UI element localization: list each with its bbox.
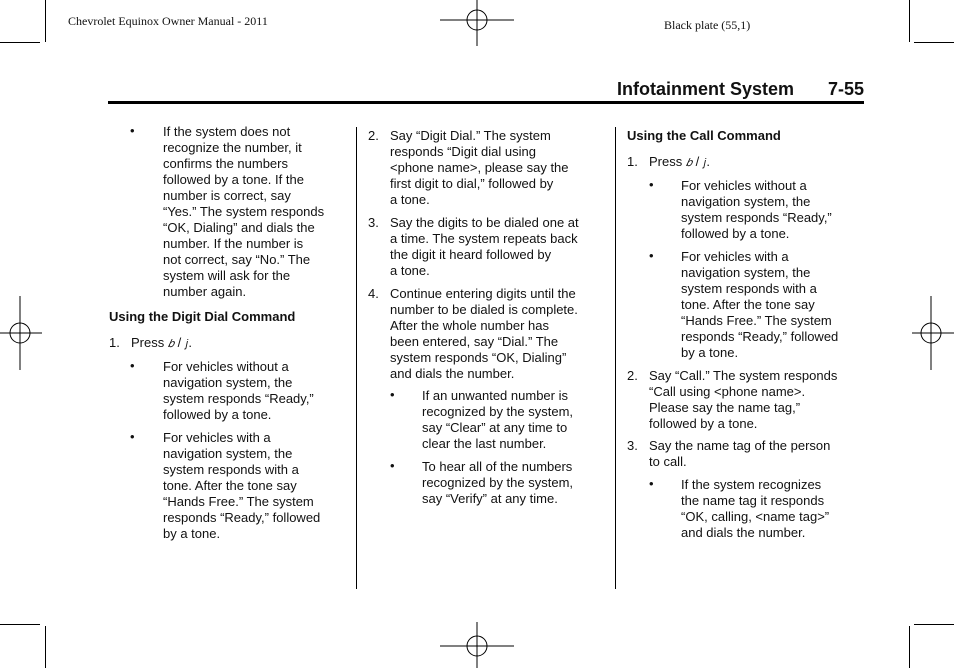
step-number: 3.: [368, 215, 379, 230]
text-line: recognized by the system,: [422, 404, 574, 419]
text-line: After the whole number has: [390, 318, 549, 333]
section-heading: Using the Digit Dial Command: [109, 309, 296, 324]
registration-mark: [440, 622, 514, 668]
text-line: If an unwanted number is: [422, 388, 568, 403]
text-line: navigation system, the: [681, 194, 811, 209]
bullet-icon: •: [390, 387, 395, 402]
step-number: 1.: [109, 335, 120, 350]
text-line: If the system recognizes: [681, 477, 822, 492]
text-line: Say the name tag of the person: [649, 438, 831, 453]
text-line: For vehicles without a: [163, 359, 289, 374]
slash: /: [177, 335, 182, 350]
step-number: 3.: [627, 438, 638, 453]
crop-mark: [909, 626, 910, 668]
text-line: system responds with a: [681, 281, 817, 296]
text-line: Say “Call.” The system responds: [649, 368, 838, 383]
section-heading: Using the Call Command: [627, 128, 781, 143]
text-line: followed by a tone.: [649, 416, 758, 431]
text-line: Say “Digit Dial.” The system: [390, 128, 551, 143]
text-line: confirms the numbers: [163, 156, 288, 171]
text-line: If the system does not: [163, 124, 291, 139]
phone-icon: 𝑏: [685, 156, 693, 169]
text-line: by a tone.: [681, 345, 739, 360]
text-line: Say the digits to be dialed one at: [390, 215, 579, 230]
bullet-icon: •: [130, 429, 135, 444]
slash: /: [695, 154, 700, 169]
text-line: navigation system, the: [163, 375, 293, 390]
text-line: the digit it heard followed by: [390, 247, 552, 262]
text-line: and dials the number.: [390, 366, 515, 381]
step-number: 2.: [627, 368, 638, 383]
crop-mark: [909, 0, 910, 42]
text-line: For vehicles with a: [163, 430, 271, 445]
paragraph: [649, 368, 837, 432]
text-line: followed by a tone.: [681, 226, 790, 241]
text-line: system responds “Ready,”: [163, 391, 314, 406]
text-press: Press: [649, 154, 683, 169]
text-press: Press: [131, 335, 165, 350]
text-line: <phone name>, please say the: [390, 160, 569, 175]
text-line: number again.: [163, 284, 247, 299]
phone-icon: 𝑏: [167, 337, 175, 350]
bullet-icon: •: [130, 123, 135, 138]
text-line: responds “Ready,” followed: [163, 510, 321, 525]
text-line: system will ask for the: [163, 268, 291, 283]
crop-mark: [45, 626, 46, 668]
bullet-icon: •: [649, 177, 654, 192]
text-line: system responds with a: [163, 462, 299, 477]
text-line: followed by a tone. If the: [163, 172, 304, 187]
text-line: Continue entering digits until the: [390, 286, 576, 301]
registration-mark: [912, 296, 954, 370]
push-to-talk-icon: 𝑗: [702, 156, 707, 169]
crop-mark: [914, 42, 954, 43]
text-line: For vehicles without a: [681, 178, 807, 193]
text-line: say “Verify” at any time.: [422, 491, 558, 506]
period: .: [706, 154, 711, 169]
text-line: system responds “OK, Dialing”: [390, 350, 567, 365]
text-line: say “Clear” at any time to: [422, 420, 568, 435]
text-line: to call.: [649, 454, 687, 469]
paragraph: [649, 438, 830, 470]
text-line: a tone.: [390, 263, 430, 278]
text-line: and dials the number.: [681, 525, 806, 540]
text-line: number is correct, say: [163, 188, 291, 203]
text-line: clear the last number.: [422, 436, 547, 451]
paragraph: [681, 477, 829, 541]
text-line: been entered, say “Dial.” The: [390, 334, 559, 349]
step-number: 2.: [368, 128, 379, 143]
text-line: not correct, say “No.” The: [163, 252, 311, 267]
text-line: number. If the number is: [163, 236, 304, 251]
text-line: first digit to dial,” followed by: [390, 176, 554, 191]
text-line: “Yes.” The system responds: [163, 204, 325, 219]
push-to-talk-icon: 𝑗: [184, 337, 189, 350]
text-line: followed by a tone.: [163, 407, 272, 422]
text-line: system responds “Ready,”: [681, 210, 832, 225]
bullet-icon: •: [649, 476, 654, 491]
plate-label: Black plate (55,1): [664, 18, 751, 32]
crop-mark: [914, 624, 954, 625]
paragraph: [681, 178, 832, 242]
text-line: a time. The system repeats back: [390, 231, 578, 246]
crop-mark: [0, 624, 40, 625]
text-line: “Hands Free.” The system: [681, 313, 832, 328]
step-text: [649, 154, 710, 171]
text-line: “Hands Free.” The system: [163, 494, 314, 509]
bullet-icon: •: [390, 458, 395, 473]
text-line: responds “Digit dial using: [390, 144, 536, 159]
text-line: responds “Ready,” followed: [681, 329, 839, 344]
paragraph: [681, 249, 838, 361]
page-number: 7-55: [827, 79, 864, 99]
text-line: Please say the name tag,”: [649, 400, 801, 415]
text-line: number to be dialed is complete.: [390, 302, 578, 317]
text-line: the name tag it responds: [681, 493, 825, 508]
bullet-icon: •: [130, 358, 135, 373]
text-line: a tone.: [390, 192, 430, 207]
text-line: “OK, calling, <name tag>”: [681, 509, 830, 524]
step-number: 4.: [368, 286, 379, 301]
text-line: recognized by the system,: [422, 475, 574, 490]
period: .: [188, 335, 193, 350]
text-line: To hear all of the numbers: [422, 459, 573, 474]
text-line: For vehicles with a: [681, 249, 789, 264]
text-line: navigation system, the: [163, 446, 293, 461]
text-line: recognize the number, it: [163, 140, 302, 155]
text-line: by a tone.: [163, 526, 221, 541]
section-title: Infotainment System: [616, 79, 794, 99]
step-number: 1.: [627, 154, 638, 169]
manual-title: Chevrolet Equinox Owner Manual - 2011: [68, 14, 268, 28]
text-line: navigation system, the: [681, 265, 811, 280]
text-line: “OK, Dialing” and dials the: [163, 220, 315, 235]
text-line: tone. After the tone say: [681, 297, 815, 312]
text-line: tone. After the tone say: [163, 478, 297, 493]
text-line: “Call using <phone name>.: [649, 384, 806, 399]
bullet-icon: •: [649, 248, 654, 263]
